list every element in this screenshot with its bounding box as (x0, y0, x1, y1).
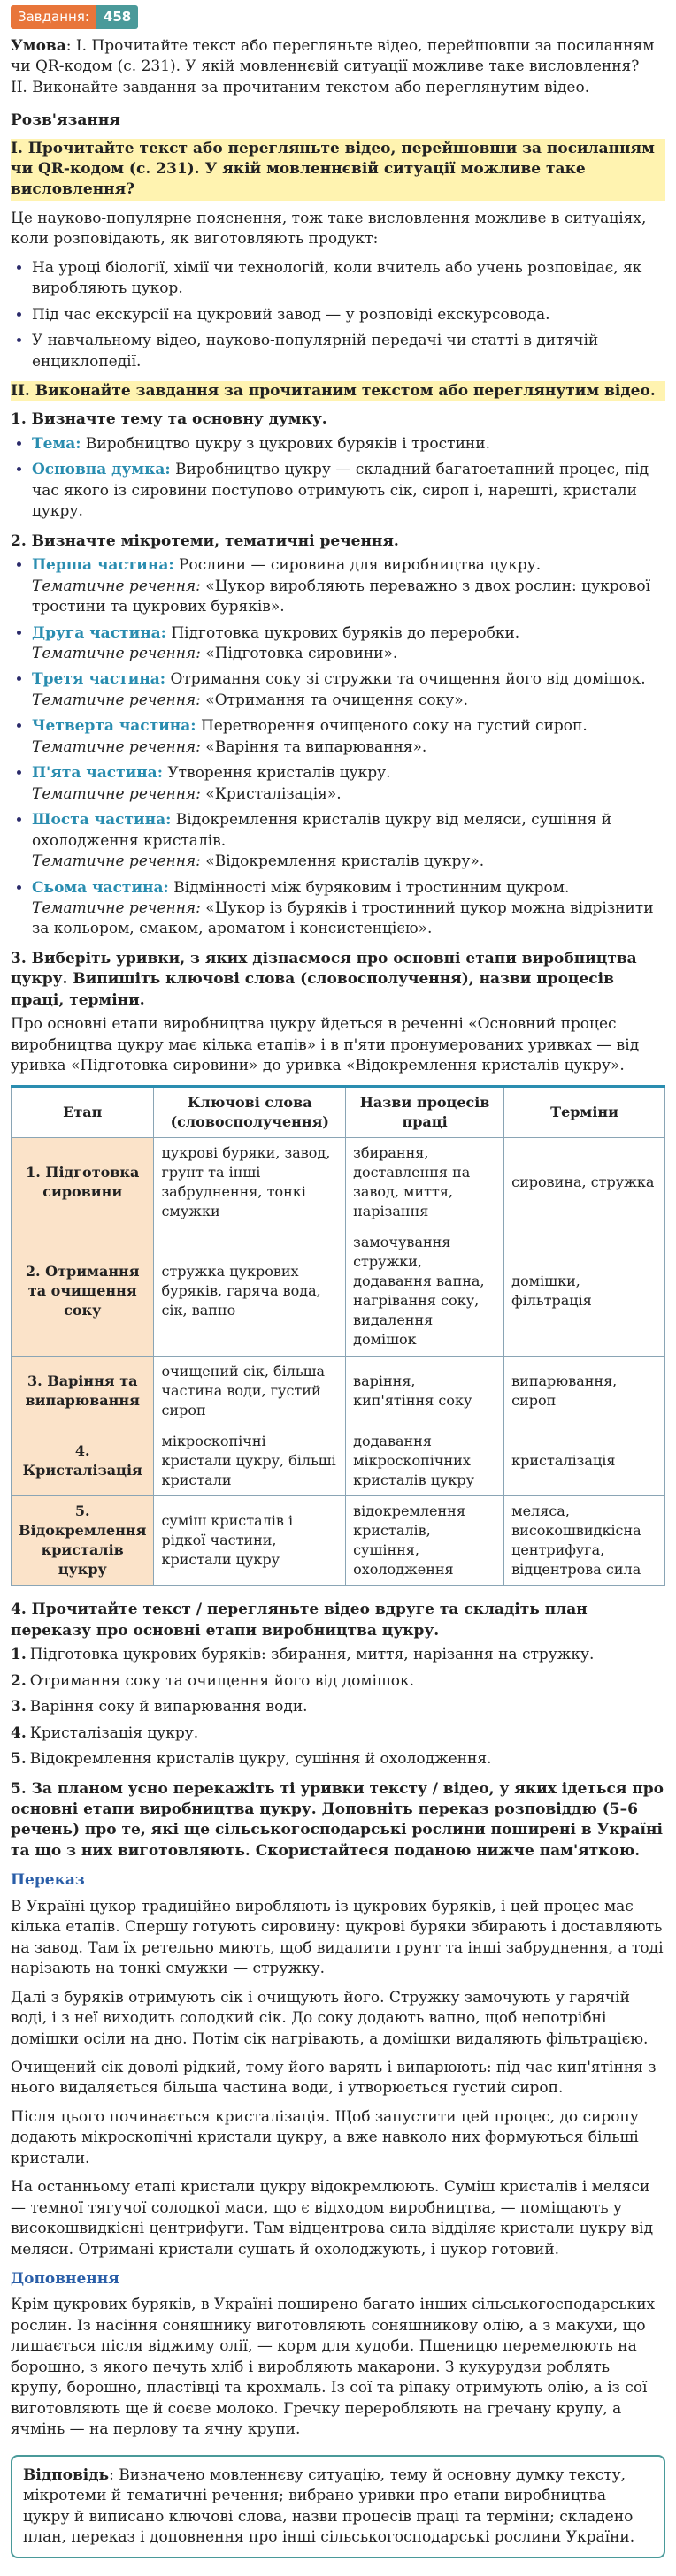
table-row (12, 1227, 665, 1356)
list-item: • Тема: Виробництво цукру з цукрових буряків і тростини. (32, 434, 665, 455)
part1-list (11, 258, 665, 372)
table-header: Терміни (504, 1086, 665, 1137)
task-badge-label: Завдання: (11, 5, 96, 29)
table-header: Назви процесів праці (346, 1086, 504, 1137)
task-badge-number: 458 (96, 5, 138, 29)
list-item: • Сьома частина: Відмінності між буряковим і тростинним цукром. Тематичне речення: «Цукор із буряків і тростинний цукор можна відрізнити за кольором, смаком, ароматом і консистенцією». (32, 878, 665, 940)
retelling-paragraph: Далі з буряків отримують сік і очищують його. Стружку замочують у гарячій воді, і з неї виходить солодкий сік. До соку додають вапно, щоб непотрібні домішки осіли на дно. Потім сік нагрівають, а домішки видаляють фільтрацією. (11, 1988, 649, 2048)
list-item: • Четверта частина: Перетворення очищеного соку на густий сироп. Тематичне речення: «Варіння та випарювання». (32, 716, 665, 758)
list-item: • На уроці біології, хімії чи технологій, коли вчитель або учень розповідає, як виробляють цукор. (32, 258, 665, 300)
list-item: • Друга частина: Підготовка цукрових буряків до переробки. Тематичне речення: «Підготовка сировини». (32, 623, 665, 665)
table-stage-cell: 3. Варіння та випарювання (12, 1356, 154, 1426)
table-row (12, 1356, 665, 1426)
task-badge (11, 5, 138, 29)
q3-title: 3. Виберіть уривки, з яких дізнаємося про основні етапи виробництва цукру. Випишіть ключові слова (словосполучення), назви процесів праці, терміни. (11, 949, 637, 1009)
table-cell: випарювання, сироп (504, 1356, 665, 1426)
list-item: 4. Кристалізація цукру. (11, 1724, 199, 1742)
table-cell: меляса, високошвидкісна центрифуга, відцентрова сила (504, 1496, 665, 1586)
table-cell: відокремлення кристалів, сушіння, охолодження (346, 1496, 504, 1586)
supplement-title: Доповнення (11, 2270, 119, 2289)
table-cell: цукрові буряки, завод, грунт та інші забруднення, тонкі смужки (154, 1137, 346, 1227)
list-item: • У навчальному відео, науково-популярній передачі чи статті в дитячій енциклопедії. (32, 331, 665, 372)
list-item: 5. Відокремлення кристалів цукру, сушіння й охолодження. (11, 1750, 492, 1769)
list-item: • Основна думка: Виробництво цукру — складний багатоетапний процес, під час якого із сировини поступово отримують сік, сироп і, нарешті, кристали цукру. (32, 460, 665, 522)
list-item: • Під час екскурсії на цукровий завод — у розповіді екскурсовода. (32, 305, 665, 325)
q4-title: 4. Прочитайте текст / перегляньте відео вдруге та складіть план переказу про основні етапи виробництва цукру. (11, 1601, 588, 1640)
part1-intro: Це науково-популярне пояснення, тож таке висловлення можливе в ситуаціях, коли розповідають, як виготовляють продукт: (11, 209, 647, 248)
retelling-paragraph: В Україні цукор традиційно виробляють із цукрових буряків, і цей процес має кілька етапів. Спершу готують сировину: цукрові буряки збирають і доставляють на завод. Там їх ретельно миють, щоб видалити грунт та інші забруднення, а тоді нарізають на тонкі смужки — стружку. (11, 1897, 664, 1978)
task-condition-line1: : І. Прочитайте текст або перегляньте відео, перейшовши за посиланням чи QR-кодом (с. 231). У якій мовленнєвій ситуації можливе таке висловлення? (11, 36, 655, 76)
table-cell: стружка цукрових буряків, гаряча вода, сік, вапно (154, 1227, 346, 1356)
table-cell: сировина, стружка (504, 1137, 665, 1227)
table-cell: домішки, фільтрація (504, 1227, 665, 1356)
task-condition-line2: ІІ. Виконайте завдання за прочитаним текстом або переглянутим відео. (11, 78, 590, 96)
table-cell: замочування стружки, додавання вапна, нагрівання соку, видалення домішок (346, 1227, 504, 1356)
table-header: Ключові слова (словосполучення) (154, 1086, 346, 1137)
list-item: • П'ята частина: Утворення кристалів цукру. Тематичне речення: «Кристалізація». (32, 763, 665, 805)
q5-title: 5. За планом усно перекажіть ті уривки тексту / відео, у яких ідеться про основні етапи виробництва цукру. Доповніть переказ розповіддю (5–6 речень) про те, які ще сільськогосподарські рослини поширені в Україні та що з них виготовляють. Скористайтеся поданою нижче пам'яткою. (11, 1779, 664, 1860)
plan-list (11, 1645, 665, 1770)
retelling-paragraph: На останньому етапі кристали цукру відокремлюють. Суміш кристалів і меляси — темної тягучої солодкої маси, що є відходом виробництва, — поміщають у високошвидкісні центрифуги. Там відцентрова сила відділяє кристали цукру від меляси. Отримані кристали сушать й охолоджують, і цукор готовий. (11, 2178, 654, 2259)
table-cell: кристалізація (504, 1426, 665, 1495)
task-condition (11, 36, 665, 98)
table-row (12, 1137, 665, 1227)
q3-intro: Про основні етапи виробництва цукру йдеться в реченні «Основний процес виробництва цукру має кілька етапів» і в п'яти пронумерованих уривках — від уривка «Підготовка сировини» до уривка «Відокремлення кристалів цукру». (11, 1015, 640, 1075)
table-row (12, 1496, 665, 1586)
task-condition-label: Умова (11, 36, 66, 55)
table-cell: суміш кристалів і рідкої частини, кристали цукру (154, 1496, 346, 1586)
table-cell: збирання, доставлення на завод, миття, нарізання (346, 1137, 504, 1227)
table-cell: варіння, кип'ятіння соку (346, 1356, 504, 1426)
answer-box (11, 2455, 665, 2559)
solution-title: Розв'язання (11, 111, 120, 130)
list-item: 2. Отримання соку та очищення його від домішок. (11, 1671, 415, 1690)
table-header: Етап (12, 1086, 154, 1137)
table-stage-cell: 2. Отримання та очищення соку (12, 1227, 154, 1356)
retelling-paragraph: Після цього починається кристалізація. Щоб запустити цей процес, до сиропу додають мікроскопічні кристали цукру, а вже навколо них формуються більші кристали. (11, 2107, 639, 2167)
table-header-row (12, 1086, 665, 1137)
q1-list (11, 434, 665, 523)
answer-text: : Визначено мовленнєву ситуацію, тему й основну думку тексту, мікротеми й тематичні речення; вибрано уривки про етапи виробництва цукру й виписано ключові слова, назви процесів праці та терміни; складено план, переказ і доповнення про інші сільськогосподарські рослини України. (23, 2465, 635, 2547)
q2-list (11, 555, 665, 940)
q1-title: 1. Визначте тему та основну думку. (11, 410, 327, 429)
stages-table (11, 1085, 665, 1586)
answer-label: Відповідь (23, 2465, 110, 2484)
table-stage-cell: 4. Кристалізація (12, 1426, 154, 1495)
retelling-paragraph: Очищений сік доволі рідкий, тому його варять і випарюють: під час кип'ятіння з нього видаляється більша частина води, і утворюється густий сироп. (11, 2058, 657, 2098)
part1-heading: І. Прочитайте текст або перегляньте відео, перейшовши за посиланням чи QR-кодом (с. 231). У якій мовленнєвій ситуації можливе таке висловлення? (11, 139, 665, 201)
table-cell: додавання мікроскопічних кристалів цукру (346, 1426, 504, 1495)
table-stage-cell: 1. Підготовка сировини (12, 1137, 154, 1227)
list-item: • Третя частина: Отримання соку зі стружки та очищення його від домішок. Тематичне речення: «Отримання та очищення соку». (32, 669, 665, 711)
table-row (12, 1426, 665, 1495)
table-cell: мікроскопічні кристали цукру, більші кристали (154, 1426, 346, 1495)
list-item: 1. Підготовка цукрових буряків: збирання, миття, нарізання на стружку. (11, 1646, 595, 1664)
list-item: • Перша частина: Рослини — сировина для виробництва цукру. Тематичне речення: «Цукор виробляють переважно з двох рослин: цукрової тростини та цукрових буряків». (32, 555, 665, 617)
supplement-paragraph: Крім цукрових буряків, в Україні поширено багато інших сільськогосподарських рослин. Із насіння соняшнику виготовляють соняшникову олію, а з макухи, що лишається після віджиму олії, — корм для худоби. Пшеницю перемелюють на борошно, з якого печуть хліб і виробляють макарони. З кукурудзи роблять крупу, борошно, пластівці та крохмаль. Із сої та ріпаку отримують олію, а із сої виготовляють ще й соєве молоко. Гречку переробляють на гречану крупу, а ячмінь — на перлову та ячну крупи. (11, 2296, 656, 2439)
table-cell: очищений сік, більша частина води, густий сироп (154, 1356, 346, 1426)
part2-heading: ІІ. Виконайте завдання за прочитаним текстом або переглянутим відео. (11, 381, 665, 401)
list-item: • Шоста частина: Відокремлення кристалів цукру від меляси, сушіння й охолодження кристалів. Тематичне речення: «Відокремлення кристалів цукру». (32, 810, 665, 872)
retelling-title: Переказ (11, 1871, 85, 1890)
q2-title: 2. Визначте мікротеми, тематичні речення. (11, 531, 399, 550)
list-item: 3. Варіння соку й випарювання води. (11, 1698, 308, 1716)
table-stage-cell: 5. Відокремлення кристалів цукру (12, 1496, 154, 1586)
